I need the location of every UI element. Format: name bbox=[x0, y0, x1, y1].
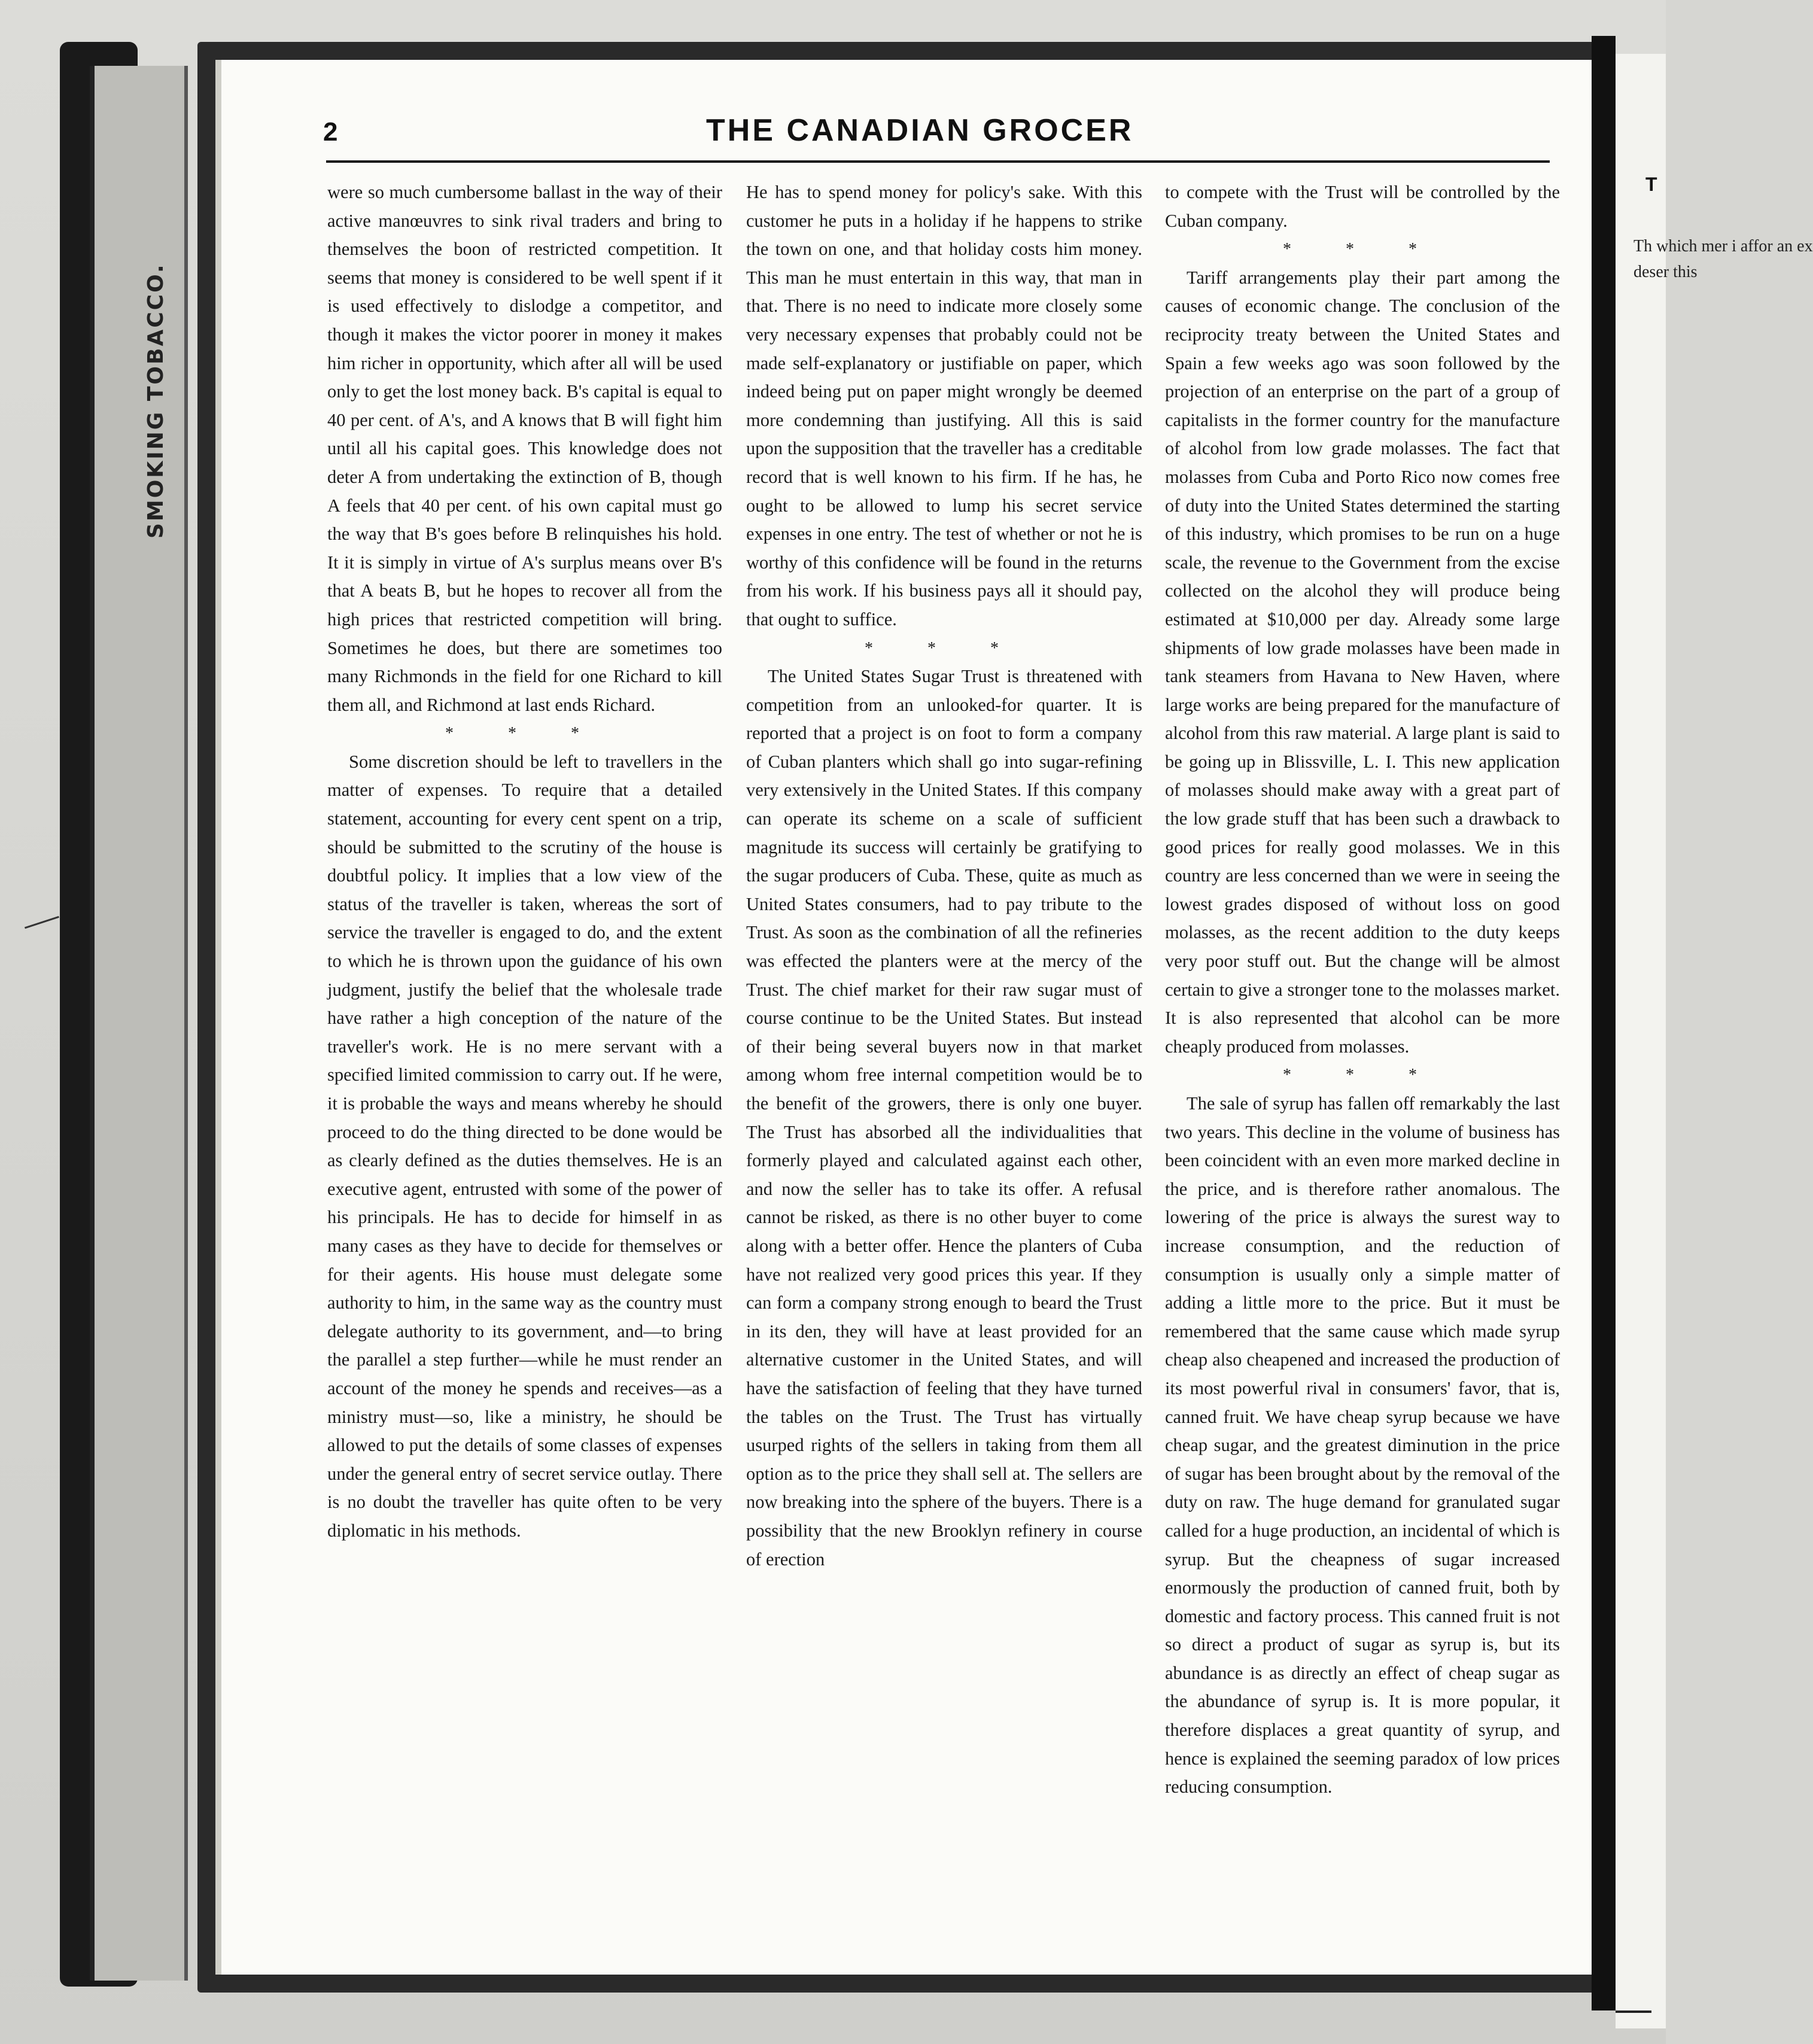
section-separator: * * * bbox=[445, 724, 604, 743]
section-separator: * * * bbox=[865, 638, 1024, 658]
corner-mark bbox=[1616, 2010, 1651, 2013]
article-column-3 bbox=[1165, 178, 1560, 1802]
article-paragraph: The sale of syrup has fallen off remarkably the last two years. This decline in the volume of business has been coincident with an even more marked decline in the price, and is therefore rather anomalous. The lowering of the price is always the surest way to increase consumption, and the reduction of consumption is usually only a simple matter of adding a little more to the price. But it must be remembered that the same cause which made syrup cheap also cheapened and increased the production of its most powerful rival in consumers' favor, that is, canned fruit. We have cheap syrup because we have cheap sugar, and the greatest diminution in the price of sugar has been brought about by the removal of the duty on raw. The huge demand for granulated sugar called for a huge production, an incidental of which is syrup. But the cheapness of sugar increased enormously the production of canned fruit, both by domestic and factory process. This canned fruit is not so direct a product of sugar as syrup is, but its abundance is as directly an effect of cheap sugar as the abundance of syrup is. It is more popular, it therefore displaces a great quantity of syrup, and hence is explained the seeming paradox of low prices reducing consumption. bbox=[1165, 1093, 1560, 1797]
article-column-1 bbox=[327, 178, 722, 1546]
article-column-2 bbox=[746, 178, 1142, 1574]
adjacent-page-title: T bbox=[1645, 174, 1657, 195]
article-paragraph: to compete with the Trust will be controlled by the Cuban company. bbox=[1165, 182, 1560, 231]
header-rule bbox=[326, 160, 1550, 163]
book-spine bbox=[90, 66, 188, 1981]
article-paragraph: He has to spend money for policy's sake. With this customer he puts in a holiday if he happens to strike the town on one, and that holiday costs him money. This man he must entertain in this way, that man in that. There is no need to indicate more closely some very necessary expenses that probably could not be made self-explanatory or justifiable on paper, which indeed being put on paper might wrongly be deemed more condemning than justifying. All this is said upon the supposition that the traveller has a creditable record that is well known to his firm. If he has, he ought to be allowed to lump his secret service expenses in one entry. The test of whether or not he is worthy of this confidence will be found in the returns from his work. If his business pays all it should pay, that ought to suffice. bbox=[746, 182, 1142, 629]
section-separator: * * * bbox=[1283, 1066, 1442, 1085]
adjacent-page bbox=[1616, 54, 1813, 2028]
article-paragraph: The United States Sugar Trust is threatened with competition from an unlooked-for quarter. It is reported that a project is on foot to form a company of Cuban planters which shall go into sugar-refining very extensively in the United States. If this company can operate its scheme on a scale of sufficient magnitude its success will certainly be gratifying to the sugar producers of Cuba. These, quite as much as United States consumers, had to pay tribute to the Trust. As soon as the combination of all the refineries was effected the planters were at the mercy of the Trust. The chief market for their raw sugar must of course continue to be the United States. But instead of their being several buyers now in that market among whom free internal competition would be to the benefit of the growers, there is only one buyer. The Trust has absorbed all the individualities that formerly played and calculated against each other, and now the seller has to take its offer. A refusal cannot be risked, as there is no other buyer to come along with a better offer. Hence the planters of Cuba have not realized very good prices this year. If they can form a company strong enough to beard the Trust in its den, they will have at least provided for an alternative customer in the United States, and will have the satisfaction of feeling that they have turned the tables on the Trust. The Trust has virtually usurped rights of the sellers in taking from them all option as to the price they shall sell at. The sellers are now breaking into the sphere of the buyers. There is a possibility that the new Brooklyn refinery in course of erection bbox=[746, 666, 1142, 1570]
article-paragraph: were so much cumbersome ballast in the way of their active manœuvres to sink rival traders and bring to themselves the boon of restricted competition. It seems that money is considered to be well spent if it is used effectively to dislodge a competitor, and though it makes the victor poorer in money it makes him richer in opportunity, which after all will be used only to get the lost money back. B's capital is equal to 40 per cent. of A's, and A knows that B will fight him until all his capital goes. This knowledge does not deter A from undertaking the extinction of B, though A feels that 40 per cent. of his own capital must go the way that B's goes before B relinquishes his hold. It it is simply in virtue of A's surplus means over B's that A beats B, but he hopes to recover all from the high prices that restricted competition will bring. Sometimes he does, but there are sometimes too many Richmonds in the field for one Richard to kill them all, and Richmond at last ends Richard. bbox=[327, 182, 722, 715]
page-gutter bbox=[1592, 36, 1616, 2010]
spine-label: SMOKING TOBACCO. bbox=[144, 263, 168, 539]
adjacent-page-text: Th which mer i affor an ex deser this bbox=[1633, 237, 1813, 281]
page-number: 2 bbox=[323, 117, 338, 147]
article-paragraph: Some discretion should be left to travellers in the matter of expenses. To require that a detailed statement, accounting for every cent spent on a trip, should be submitted to the scrutiny of the house is doubtful policy. It implies that a low view of the status of the traveller is taken, whereas the sort of service the traveller is engaged to do, and the extent to which he is thrown upon the guidance of his own judgment, justify the belief that the wholesale trade have rather a high conception of the nature of the traveller's work. He is no mere servant with a specified limited commission to carry out. If he were, it is probable the ways and means whereby he should proceed to do the thing directed to be done would be as clearly defined as the duties themselves. He is an executive agent, entrusted with some of the power of his principals. He has to decide for himself in as many cases as they have to decide for themselves or for their agents. His house must delegate some authority to him, in the same way as the country must delegate authority to its government, and—to bring the parallel a step further—while he must render an account of the money he spends and receives—as a ministry must—so, like a ministry, he should be allowed to put the details of some classes of expenses under the general entry of secret service outlay. There is no doubt the traveller has quite often to be very diplomatic in his methods. bbox=[327, 751, 722, 1541]
section-separator: * * * bbox=[1283, 240, 1442, 259]
masthead-title: THE CANADIAN GROCER bbox=[706, 113, 1134, 148]
article-paragraph: Tariff arrangements play their part among the causes of economic change. The conclusion of the reciprocity treaty between the United States and Spain a few weeks ago was soon followed by the projection of an enterprise on the part of a group of capitalists in the former country for the manufacture of alcohol from low grade molasses. The fact that molasses from Cuba and Porto Rico now comes free of duty into the United States determined the starting of this industry, which promises to be run on a huge scale, the revenue to the Government from the excise collected on the alcohol they will produce being estimated at $10,000 per day. Already some large shipments of low grade molasses have been made in tank steamers from Havana to New Haven, where large works are being prepared for the manufacture of alcohol from this raw material. A large plant is said to be going up in Blissville, L. I. This new application of molasses should make away with a great part of the low grade stuff that has been such a drawback to good prices for really good molasses. We in this country are less concerned than we were in seeing the lowest grades disposed of without loss on good molasses, as the recent addition to the duty keeps very poor stuff out. But the change will be almost certain to give a stronger tone to the molasses market. It is also represented that alcohol can be more cheaply produced from molasses. bbox=[1165, 267, 1560, 1057]
